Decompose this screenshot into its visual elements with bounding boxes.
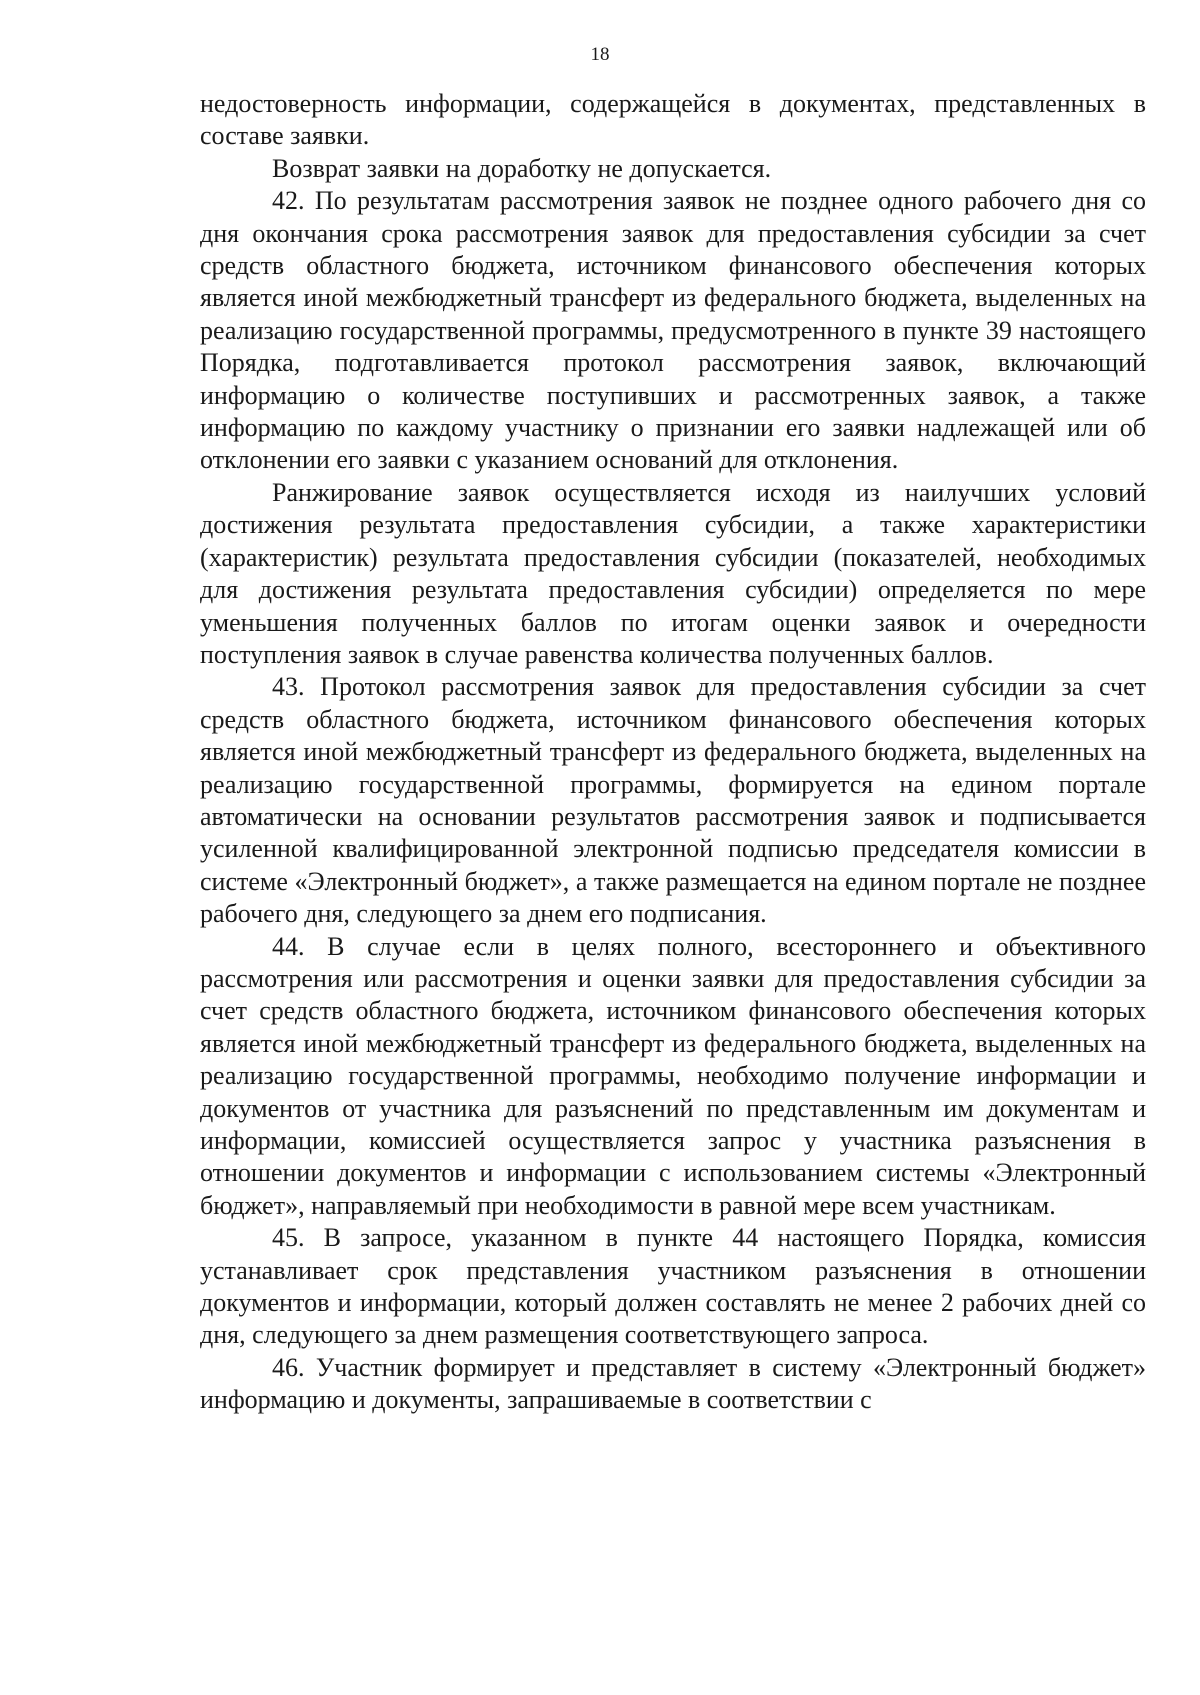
paragraph-45: 45. В запросе, указанном в пункте 44 настоящего Порядка, комиссия устанавливает срок представления участником разъяснения в отношении документов и информации, который должен составлять не менее 2 рабочих дней со дня, следующего за днем размещения соответствующего запроса. [200,1223,1146,1350]
document-body [200,88,1146,1417]
paragraph-46: 46. Участник формирует и представляет в систему «Электронный бюджет» информацию и документы, запрашиваемые в соответствии с [200,1352,1146,1415]
paragraph-return-note: Возврат заявки на доработку не допускается. [272,153,772,183]
paragraph-42: 42. По результатам рассмотрения заявок не позднее одного рабочего дня со дня окончания срока рассмотрения заявок для предоставления субсидии за счет средств областного бюджета, источником финансового обеспечения которых является иной межбюджетный трансферт из федерального бюджета, выделенных на реализацию государственной программы, предусмотренного в пункте 39 настоящего Порядка, подготавливается протокол рассмотрения заявок, включающий информацию о количестве поступивших и рассмотренных заявок, а также информацию по каждому участнику о признании его заявки надлежащей или об отклонении его заявки с указанием оснований для отклонения. [200,186,1146,475]
paragraph-continuation: недостоверность информации, содержащейся в документах, представленных в составе заявки. [200,89,1146,151]
paragraph-44: 44. В случае если в целях полного, всестороннего и объективного рассмотрения или рассмотрения и оценки заявки для предоставления субсидии за счет средств областного бюджета, источником финансового обеспечения которых является иной межбюджетный трансферт из федерального бюджета, выделенных на реализацию государственной программы, необходимо получение информации и документов от участника для разъяснений по представленным им документам и информации, комиссией осуществляется запрос у участника разъяснения в отношении документов и информации с использованием системы «Электронный бюджет», направляемый при необходимости в равной мере всем участникам. [200,931,1146,1220]
page-number: 18 [590,44,610,65]
paragraph-43: 43. Протокол рассмотрения заявок для предоставления субсидии за счет средств областного бюджета, источником финансового обеспечения которых является иной межбюджетный трансферт из федерального бюджета, выделенных на реализацию государственной программы, формируется на едином портале автоматически на основании результатов рассмотрения заявок и подписывается усиленной квалифицированной электронной подписью председателя комиссии в системе «Электронный бюджет», а также размещается на едином портале не позднее рабочего дня, следующего за днем его подписания. [200,672,1146,929]
paragraph-ranking: Ранжирование заявок осуществляется исходя из наилучших условий достижения результата предоставления субсидии, а также характеристики (характеристик) результата предоставления субсидии (показателей, необходимых для достижения результата предоставления субсидии) определяется по мере уменьшения полученных баллов по итогам оценки заявок и очередности поступления заявок в случае равенства количества полученных баллов. [200,477,1146,669]
